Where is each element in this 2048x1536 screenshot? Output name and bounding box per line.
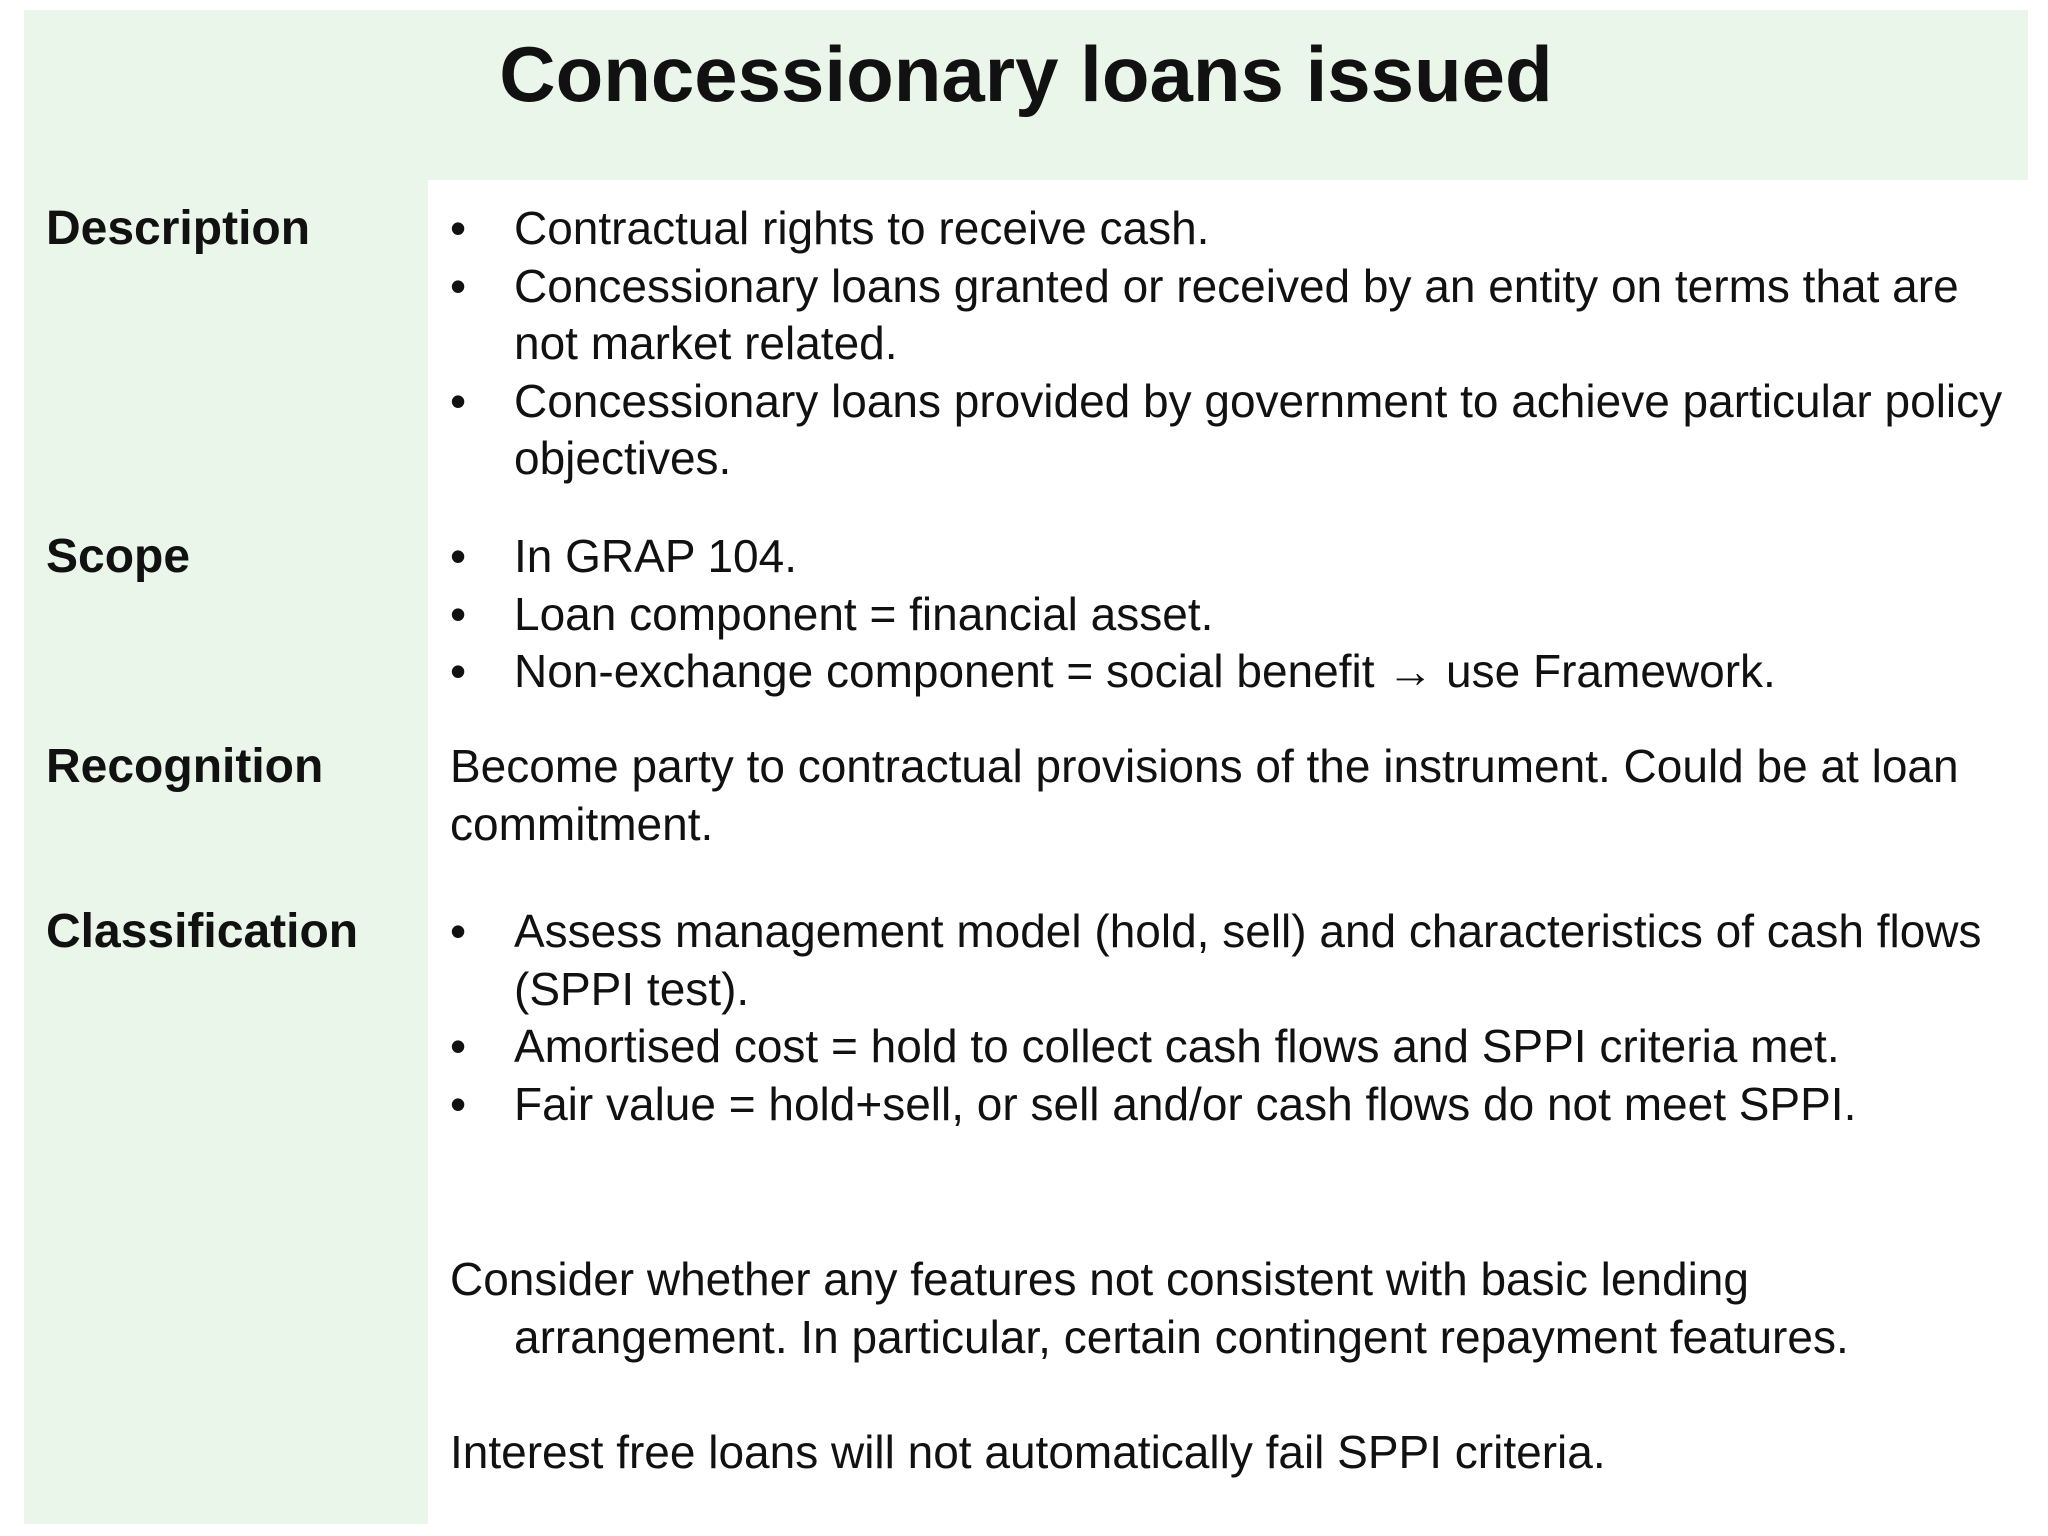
bullet-text: Loan component = financial asset. [514,587,1214,640]
bullet-text: Fair value = hold+sell, or sell and/or cash flows do not meet SPPI. [514,1077,1857,1130]
classification-note-lending [450,1251,2020,1366]
bullet-list [450,903,2020,1133]
label-column [24,180,428,1524]
classification-note-interest-free [450,1424,2020,1482]
list-item [450,258,2020,373]
bullet-text: Amortised cost = hold to collect cash flows and SPPI criteria met. [514,1020,1840,1072]
section-label-scope: Scope [46,530,191,583]
note-text: Consider whether any features not consistent with basic lending arrangement. In particular, certain contingent repayment features. [450,1253,1849,1363]
bullet-list [450,200,2020,488]
section-body-scope [450,528,2020,701]
bullet-text: Concessionary loans granted or received by an entity on terms that are not market related. [514,259,1959,369]
section-body-description [450,200,2020,488]
title-band [24,10,2028,180]
list-item [450,586,2020,644]
list-item [450,528,2020,586]
bullet-dot: • [450,202,467,254]
bullet-dot: • [450,530,467,582]
section-label-description: Description [46,202,311,255]
section-body-recognition [450,738,2020,853]
bullet-list [450,528,2020,701]
slide-title: Concessionary loans issued [499,30,1553,118]
list-item [450,643,2020,701]
bullet-text: Contractual rights to receive cash. [514,202,1210,254]
list-item [450,1018,2020,1076]
list-item [450,373,2020,488]
list-item [450,200,2020,258]
section-body-classification [450,903,2020,1133]
bullet-dot: • [450,587,467,640]
bullet-dot: • [450,374,467,427]
bullet-text: In GRAP 104. [514,530,797,582]
bullet-dot: • [450,1020,467,1072]
bullet-text: Assess management model (hold, sell) and characteristics of cash flows (SPPI test). [514,905,1982,1015]
recognition-text: Become party to contractual provisions of the instrument. Could be at loan commitment. [450,740,1959,850]
bullet-text: Non-exchange component = social benefit → use Framework. [514,645,1776,697]
bullet-dot: • [450,1077,467,1130]
list-item [450,1076,2020,1134]
section-label-classification: Classification [46,905,359,958]
section-label-recognition: Recognition [46,740,324,793]
slide [24,10,2028,1524]
bullet-dot: • [450,905,467,957]
bullet-dot: • [450,645,467,697]
note-text: Interest free loans will not automatically fail SPPI criteria. [450,1426,1606,1478]
bullet-dot: • [450,259,467,312]
bullet-text: Concessionary loans provided by government to achieve particular policy objectives. [514,374,2003,484]
list-item [450,903,2020,1018]
